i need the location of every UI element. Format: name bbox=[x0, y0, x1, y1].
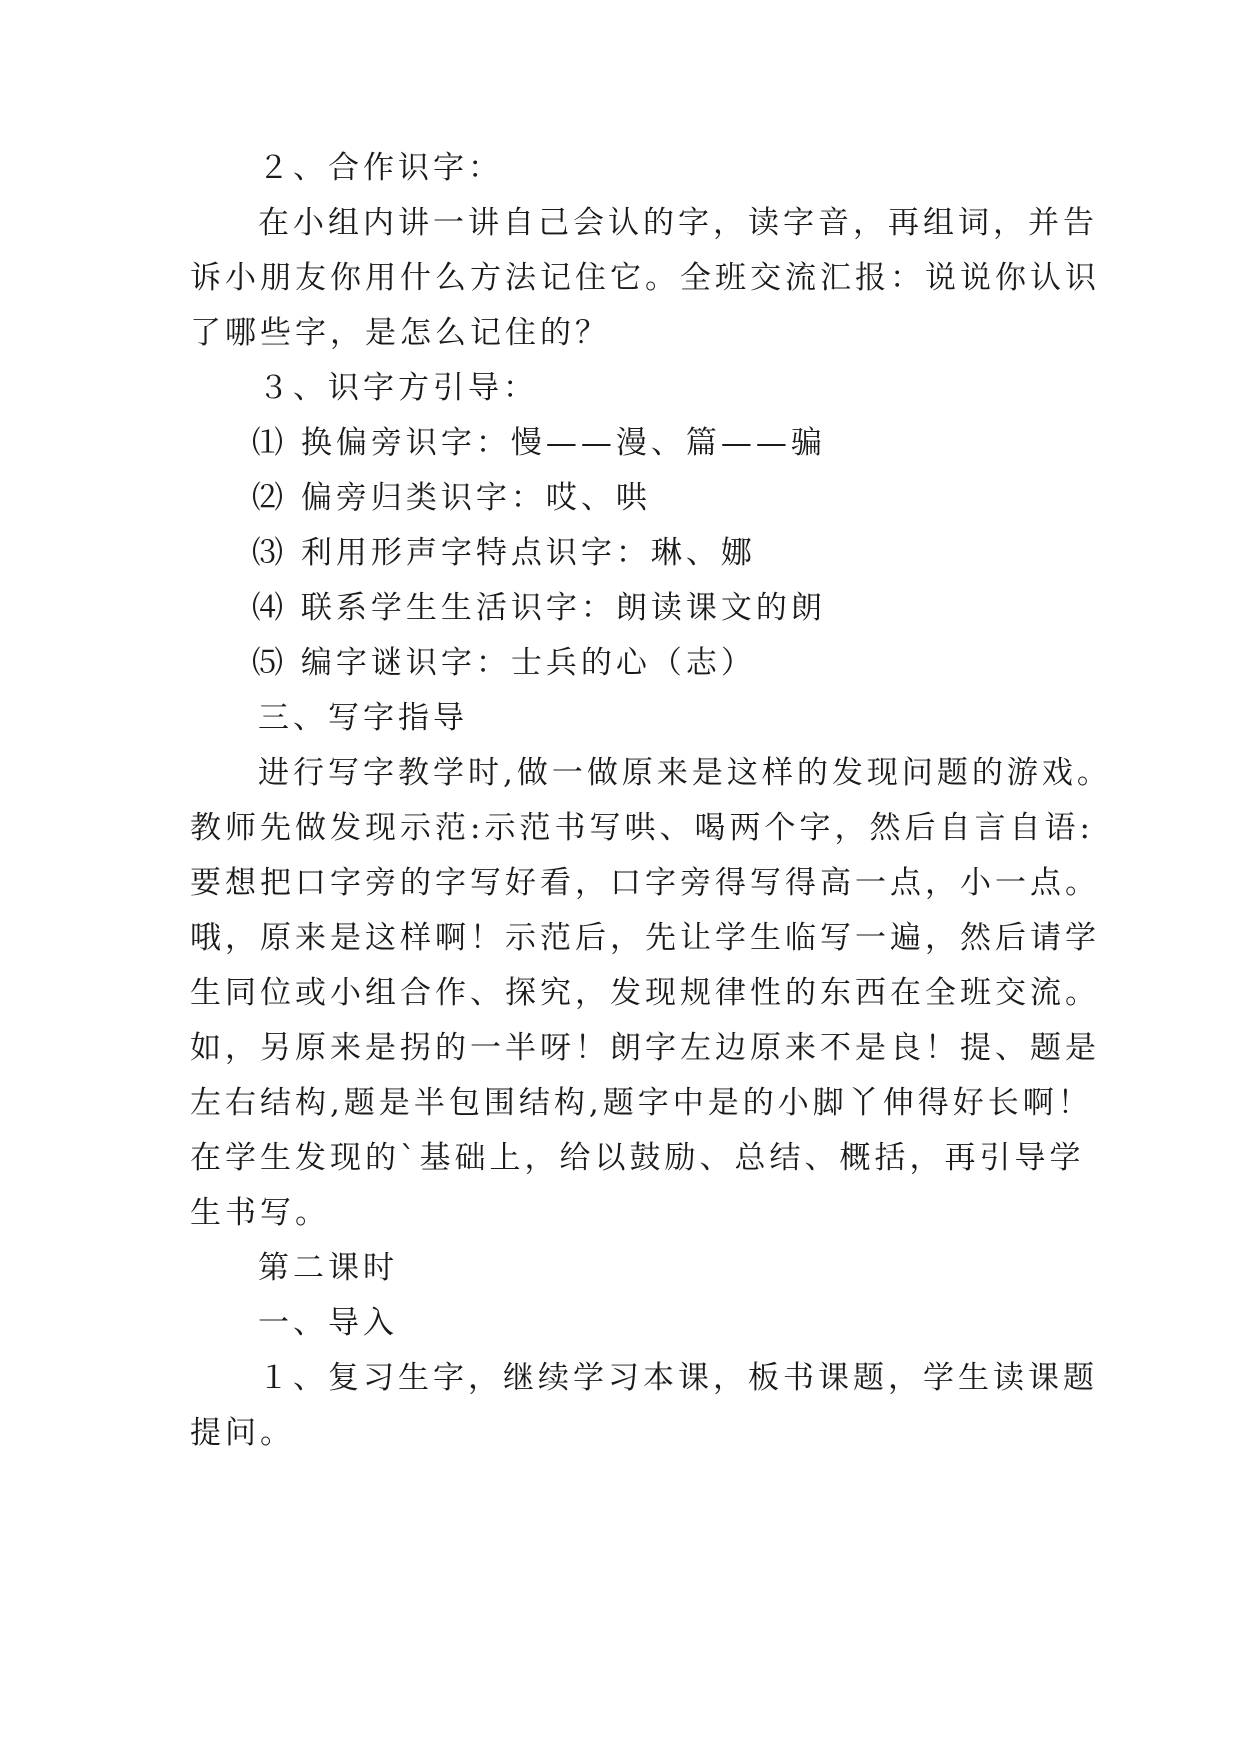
paragraph-line: 进行写字教学时,做一做原来是这样的发现问题的游戏。 bbox=[258, 755, 1112, 791]
paragraph-line: 左右结构,题是半包围结构,题字中是的小脚丫伸得好长啊！ bbox=[190, 1085, 1093, 1121]
heading-cooperative-literacy: ２、合作识字： bbox=[258, 150, 503, 186]
paragraph-line: 哦，原来是这样啊！示范后，先让学生临写一遍，然后请学 bbox=[190, 920, 1100, 956]
list-item: ⑵ 偏旁归类识字：哎、哄 bbox=[252, 480, 651, 516]
lesson-heading-second-period: 第二课时 bbox=[258, 1250, 398, 1286]
paragraph-line: 教师先做发现示范:示范书写哄、喝两个字，然后自言自语: bbox=[190, 810, 1094, 846]
paragraph-line: 提问。 bbox=[190, 1415, 295, 1451]
paragraph-line: 如，另原来是拐的一半呀！朗字左边原来不是良！提、题是 bbox=[190, 1030, 1100, 1066]
list-item: ⑷ 联系学生生活识字：朗读课文的朗 bbox=[252, 590, 826, 626]
paragraph-line: 生书写。 bbox=[190, 1195, 330, 1231]
list-item: ⑴ 换偏旁识字：慢——漫、篇——骗 bbox=[252, 425, 826, 461]
paragraph-line: 诉小朋友你用什么方法记住它。全班交流汇报：说说你认识 bbox=[190, 260, 1100, 296]
section-heading-introduction: 一、导入 bbox=[258, 1305, 398, 1341]
list-item: ⑶ 利用形声字特点识字：琳、娜 bbox=[252, 535, 756, 571]
paragraph-line: 在小组内讲一讲自己会认的字，读字音，再组词，并告 bbox=[258, 205, 1098, 241]
section-heading-writing-guidance: 三、写字指导 bbox=[258, 700, 468, 736]
paragraph-line: 在学生发现的`基础上，给以鼓励、总结、概括，再引导学 bbox=[190, 1140, 1085, 1176]
heading-literacy-guidance: ３、识字方引导： bbox=[258, 370, 538, 406]
paragraph-line: 了哪些字，是怎么记住的？ bbox=[190, 315, 610, 351]
paragraph-line: １、复习生字，继续学习本课，板书课题，学生读课题 bbox=[258, 1360, 1098, 1396]
paragraph-line: 要想把口字旁的字写好看，口字旁得写得高一点，小一点。 bbox=[190, 865, 1100, 901]
list-item: ⑸ 编字谜识字：士兵的心（志） bbox=[252, 645, 756, 681]
paragraph-line: 生同位或小组合作、探究，发现规律性的东西在全班交流。 bbox=[190, 975, 1100, 1011]
